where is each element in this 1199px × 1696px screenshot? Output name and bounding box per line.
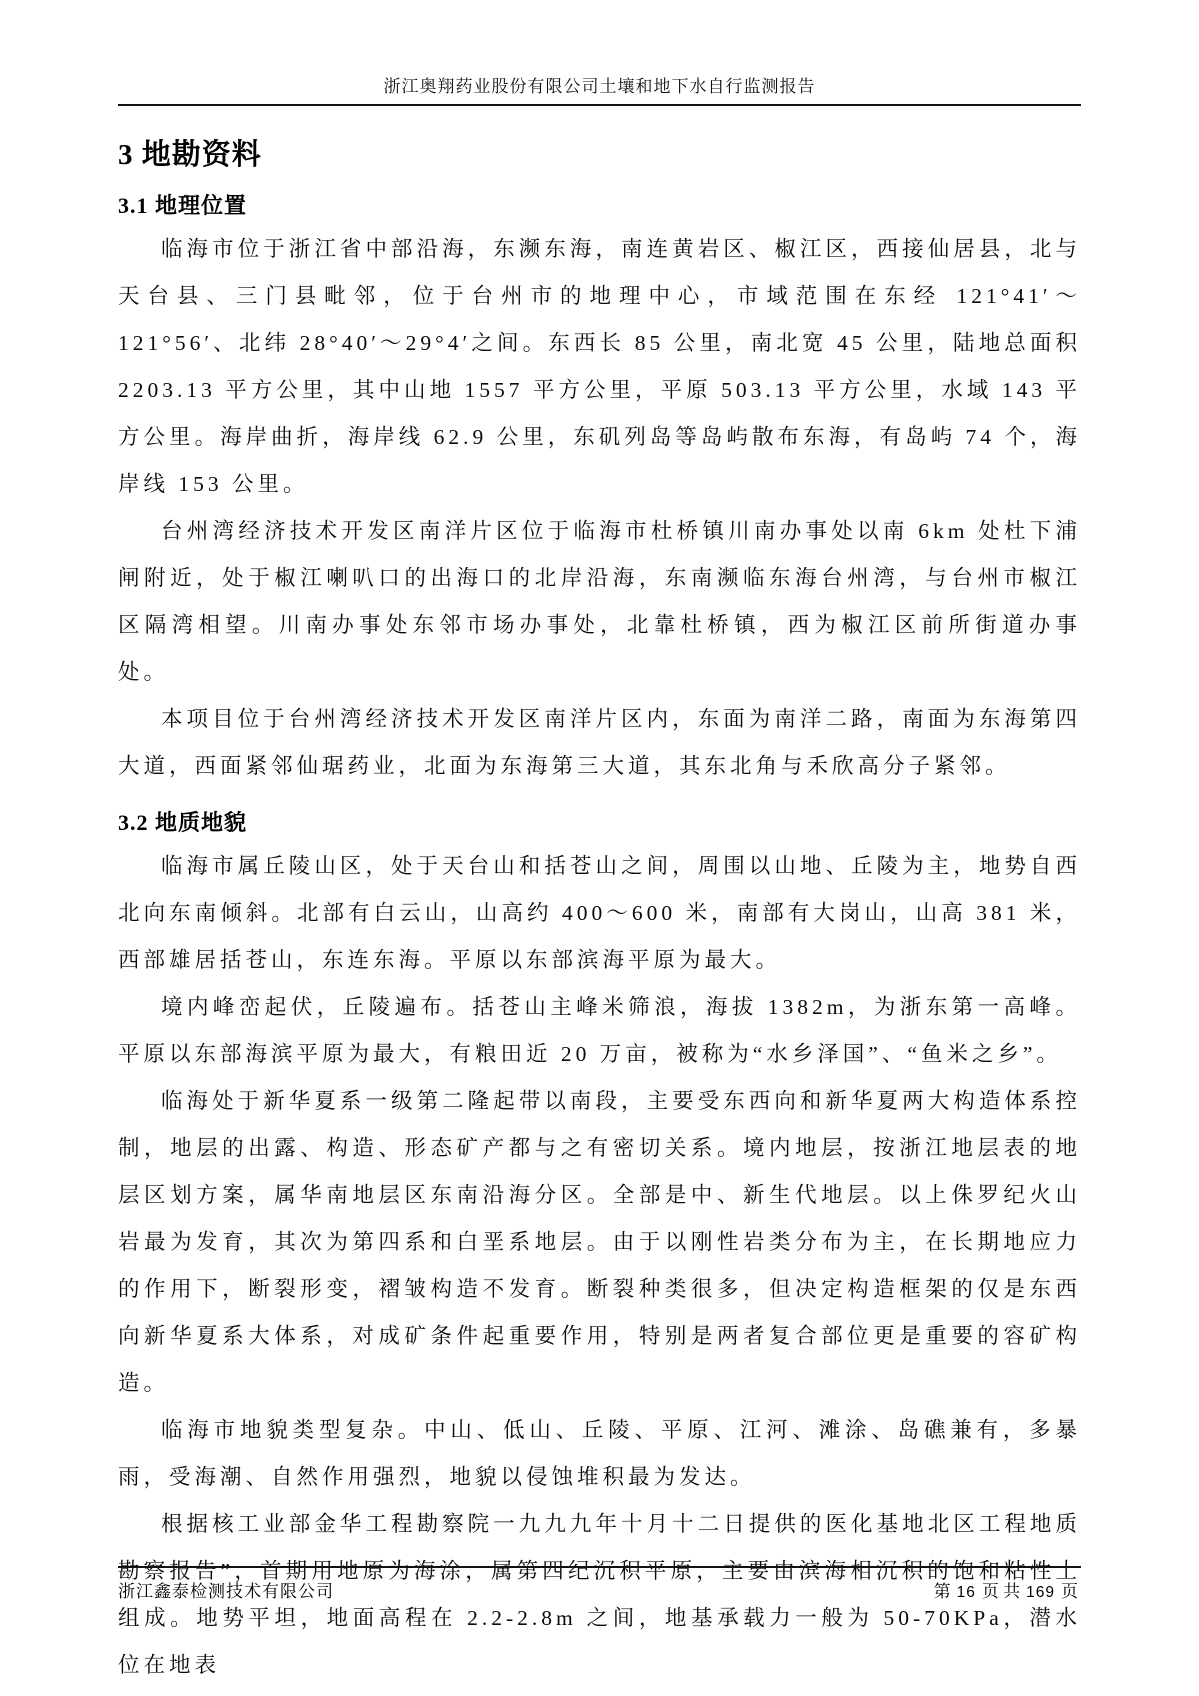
- paragraph-geology-3: 临海处于新华夏系一级第二隆起带以南段，主要受东西向和新华夏两大构造体系控制，地层的出露、构造、形态矿产都与之有密切关系。境内地层，按浙江地层表的地层区划方案，属华南地层区东南沿海分区。全部是中、新生代地层。以上侏罗纪火山岩最为发育，其次为第四系和白垩系地层。由于以刚性岩类分布为主，在长期地应力的作用下，断裂形变，褶皱构造不发育。断裂种类很多，但决定构造框架的仅是东西向新华夏系大体系，对成矿条件起重要作用，特别是两者复合部位更是重要的容矿构造。: [118, 1089, 1081, 1395]
- page-word-prefix: 第: [933, 1582, 951, 1601]
- document-content: [118, 132, 1081, 1689]
- footer-page-number: [931, 1577, 1081, 1602]
- paragraph-geography-1: 临海市位于浙江省中部沿海，东濒东海，南连黄岩区、椒江区，西接仙居县，北与天台县、三门县毗邻，位于台州市的地理中心，市域范围在东经 121°41′～121°56′、北纬 28°40′～29°4′之间。东西长 85 公里，南北宽 45 公里，陆地总面积 2203.13 平方公里，其中山地 1557 平方公里，平原 503.13 平方公里，水域 143 平方公里。海岸曲折，海岸线 62.9 公里，东矶列岛等岛屿散布东海，有岛屿 74 个，海岸线 153 公里。: [118, 237, 1081, 496]
- total-page-number: 169: [1026, 1584, 1055, 1601]
- paragraph-geology-2: 境内峰峦起伏，丘陵遍布。括苍山主峰米筛浪，海拔 1382m，为浙东第一高峰。平原以东部海滨平原为最大，有粮田近 20 万亩，被称为“水乡泽国”、“鱼米之乡”。: [118, 995, 1081, 1066]
- paragraph-geology-4: 临海市地貌类型复杂。中山、低山、丘陵、平原、江河、滩涂、岛礁兼有，多暴雨，受海潮、自然作用强烈，地貌以侵蚀堆积最为发达。: [118, 1418, 1081, 1489]
- footer-company-name: 浙江鑫泰检测技术有限公司: [118, 1582, 334, 1601]
- page-word-suffix: 页: [1061, 1582, 1078, 1601]
- header-title: 浙江奥翔药业股份有限公司土壤和地下水自行监测报告: [383, 77, 816, 96]
- current-page-number: 16: [956, 1584, 976, 1601]
- paragraph-geology-5: 根据核工业部金华工程勘察院一九九九年十月十二日提供的医化基地北区工程地质勘察报告”，首期用地原为海涂，属第四纪沉积平原，主要由滨海相沉积的饱和粘性土组成。地势平坦，地面高程在 2.2-2.8m 之间，地基承载力一般为 50-70KPa，潜水位在地表: [118, 1512, 1081, 1677]
- section-heading-3-2: 3.2 地质地貌: [118, 810, 248, 835]
- page-header: [118, 72, 1081, 106]
- chapter-title: 3 地勘资料: [118, 139, 262, 171]
- page-footer: [118, 1566, 1081, 1602]
- page-word-mid: 页 共: [981, 1582, 1021, 1601]
- paragraph-geology-1: 临海市属丘陵山区，处于天台山和括苍山之间，周围以山地、丘陵为主，地势自西北向东南倾斜。北部有白云山，山高约 400～600 米，南部有大岗山，山高 381 米，西部雄居括苍山，东连东海。平原以东部滨海平原为最大。: [118, 854, 1081, 972]
- paragraph-geography-2: 台州湾经济技术开发区南洋片区位于临海市杜桥镇川南办事处以南 6km 处杜下浦闸附近，处于椒江喇叭口的出海口的北岸沿海，东南濒临东海台州湾，与台州市椒江区隔湾相望。川南办事处东邻市场办事处，北靠杜桥镇，西为椒江区前所街道办事处。: [118, 519, 1081, 684]
- paragraph-geography-3: 本项目位于台州湾经济技术开发区南洋片区内，东面为南洋二路，南面为东海第四大道，西面紧邻仙琚药业，北面为东海第三大道，其东北角与禾欣高分子紧邻。: [118, 707, 1081, 778]
- section-heading-3-1: 3.1 地理位置: [118, 193, 248, 218]
